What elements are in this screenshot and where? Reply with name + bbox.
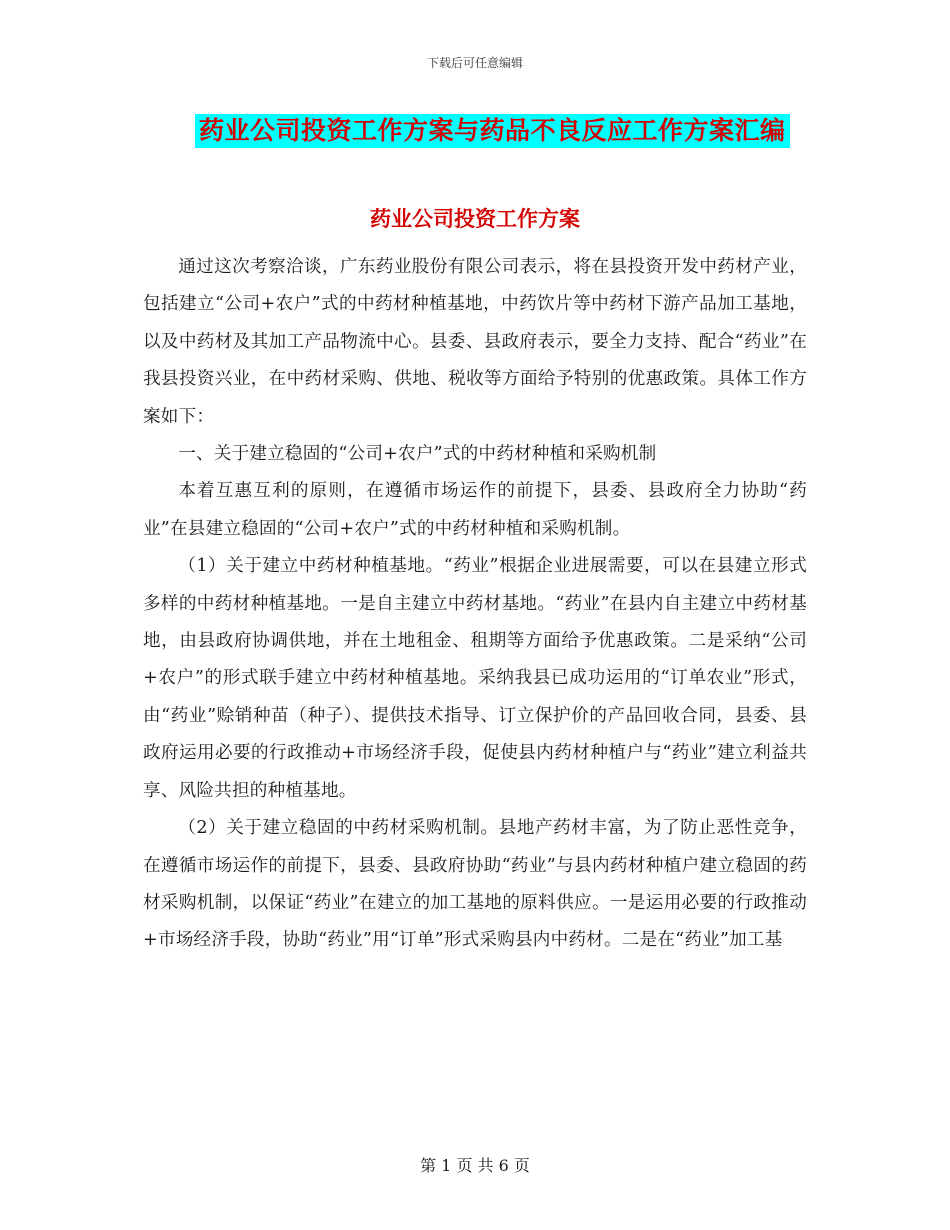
page-number: 第 1 页 共 6 页 — [420, 1156, 530, 1175]
header-note: 下载后可任意编辑 — [426, 56, 523, 70]
paragraph: （1）关于建立中药材种植基地。“药业”根据企业进展需要，可以在县建立形式多样的中药材种植基地。一是自主建立中药材基地。“药业”在县内自主建立中药材基地，由县政府协调供地，并在土地租金、租期等方面给予优惠政策。二是采纳“公司+农户”的形式联手建立中药材种植基地。采纳我县已成功运用的“订单农业”形式，由“药业”赊销种苗（种子）、提供技术指导、订立保护价的产品回收合同，县委、县政府运用必要的行政推动+市场经济手段，促使县内药材种植户与“药业”建立利益共享、风险共担的种植基地。 — [143, 556, 807, 801]
paragraph: 通过这次考察洽谈，广东药业股份有限公司表示，将在县投资开发中药材产业，包括建立“公司+农户”式的中药材种植基地，中药饮片等中药材下游产品加工基地，以及中药材及其加工产品物流中心。县委、县政府表示，要全力支持、配合“药业”在我县投资兴业，在中药材采购、供地、税收等方面给予特别的优惠政策。具体工作方案如下： — [143, 257, 807, 427]
section-title: 药业公司投资工作方案 — [370, 206, 580, 231]
paragraph: 一、关于建立稳固的“公司+农户”式的中药材种植和采购机制 — [178, 444, 657, 465]
document-body — [143, 249, 807, 960]
document-title: 药业公司投资工作方案与药品不良反应工作方案汇编 — [195, 114, 790, 148]
paragraph: 本着互惠互利的原则，在遵循市场运作的前提下，县委、县政府全力协助“药业”在县建立稳固的“公司+农户”式的中药材种植和采购机制。 — [143, 481, 807, 539]
paragraph: （2）关于建立稳固的中药材采购机制。县地产药材丰富，为了防止恶性竞争，在遵循市场运作的前提下，县委、县政府协助“药业”与县内药材种植户建立稳固的药材采购机制，以保证“药业”在建立的加工基地的原料供应。一是运用必要的行政推动+市场经济手段，协助“药业”用“订单”形式采购县内中药材。二是在“药业”加工基 — [143, 818, 807, 951]
